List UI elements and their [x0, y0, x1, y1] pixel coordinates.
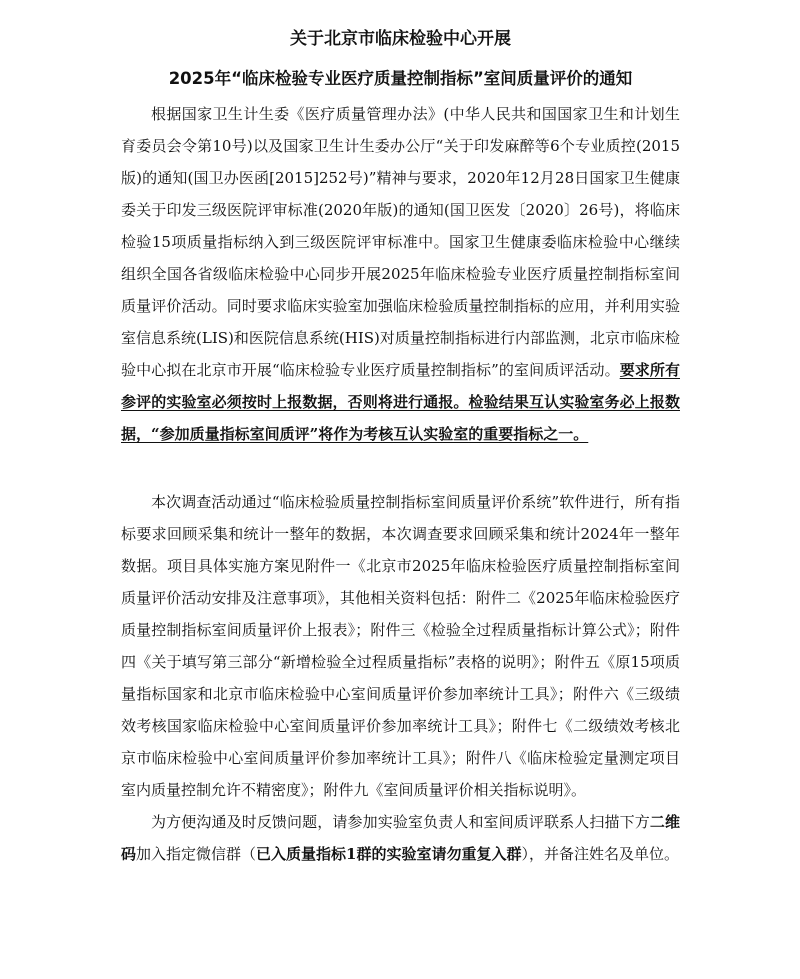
- paragraph-activity-and-attachments: 本次调查活动通过“临床检验质量控制指标室间质量评价系统”软件进行，所有指标要求回顾采集和统计一整年的数据，本次调查要求回顾采集和统计2024年一整年数据。项目具体实施方案见附件一《北京市2025年临床检验医疗质量控制指标室间质量评价活动安排及注意事项》，其他相关资料包括：附件二《2025年临床检验医疗质量控制指标室间质量评价上报表》；附件三《检验全过程质量指标计算公式》；附件四《关于填写第三部分“新增检验全过程质量指标”表格的说明》；附件五《原15项质量指标国家和北京市临床检验中心室间质量评价参加率统计工具》；附件六《三级绩效考核国家临床检验中心室间质量评价参加率统计工具》；附件七《二级绩效考核北京市临床检验中心室间质量评价参加率统计工具》；附件八《临床检验定量测定项目室内质量控制允许不精密度》；附件九《室间质量评价相关指标说明》。: [121, 493, 680, 799]
- wechat-suffix: ），并备注姓名及单位。: [521, 845, 679, 863]
- emphasis-requirement: 要求所有参评的实验室必须按时上报数据，否则将进行通报。检验结果互认实验室务必上报数据，“参加质量指标室间质评”将作为考核互认实验室的重要指标之一。: [121, 361, 680, 443]
- wechat-prefix: 为方便沟通及时反馈问题，请参加实验室负责人和室间质评联系人扫描下方: [151, 813, 650, 831]
- paragraph-background: [121, 98, 680, 450]
- paragraph-wechat-group: [121, 806, 680, 870]
- title-line-1: 关于北京市临床检验中心开展: [290, 29, 511, 49]
- title-line-2: 2025年“临床检验专业医疗质量控制指标”室间质量评价的通知: [168, 69, 633, 88]
- qr-code-term: 二维码: [121, 813, 680, 863]
- wechat-middle: 加入指定微信群（: [136, 845, 257, 863]
- no-duplicate-join-note: 已入质量指标1群的实验室请勿重复入群: [256, 845, 522, 863]
- paragraph-background-text: 根据国家卫生计生委《医疗质量管理办法》(中华人民共和国国家卫生和计划生育委员会令第10号)以及国家卫生计生委办公厅“关于印发麻醉等6个专业质控(2015版)的通知(国卫办医函[2015]252号)”精神与要求，2020年12月28日国家卫生健康委关于印发三级医院评审标准(2020年版)的通知(国卫医发〔2020〕26号)，将临床检验15项质量指标纳入到三级医院评审标准中。国家卫生健康委临床检验中心继续组织全国各省级临床检验中心同步开展2025年临床检验专业医疗质量控制指标室间质量评价活动。同时要求临床实验室加强临床检验质量控制指标的应用，并利用实验室信息系统(LIS)和医院信息系统(HIS)对质量控制指标进行内部监测，北京市临床检验中心拟在北京市开展“临床检验专业医疗质量控制指标”的室间质评活动。: [121, 105, 680, 379]
